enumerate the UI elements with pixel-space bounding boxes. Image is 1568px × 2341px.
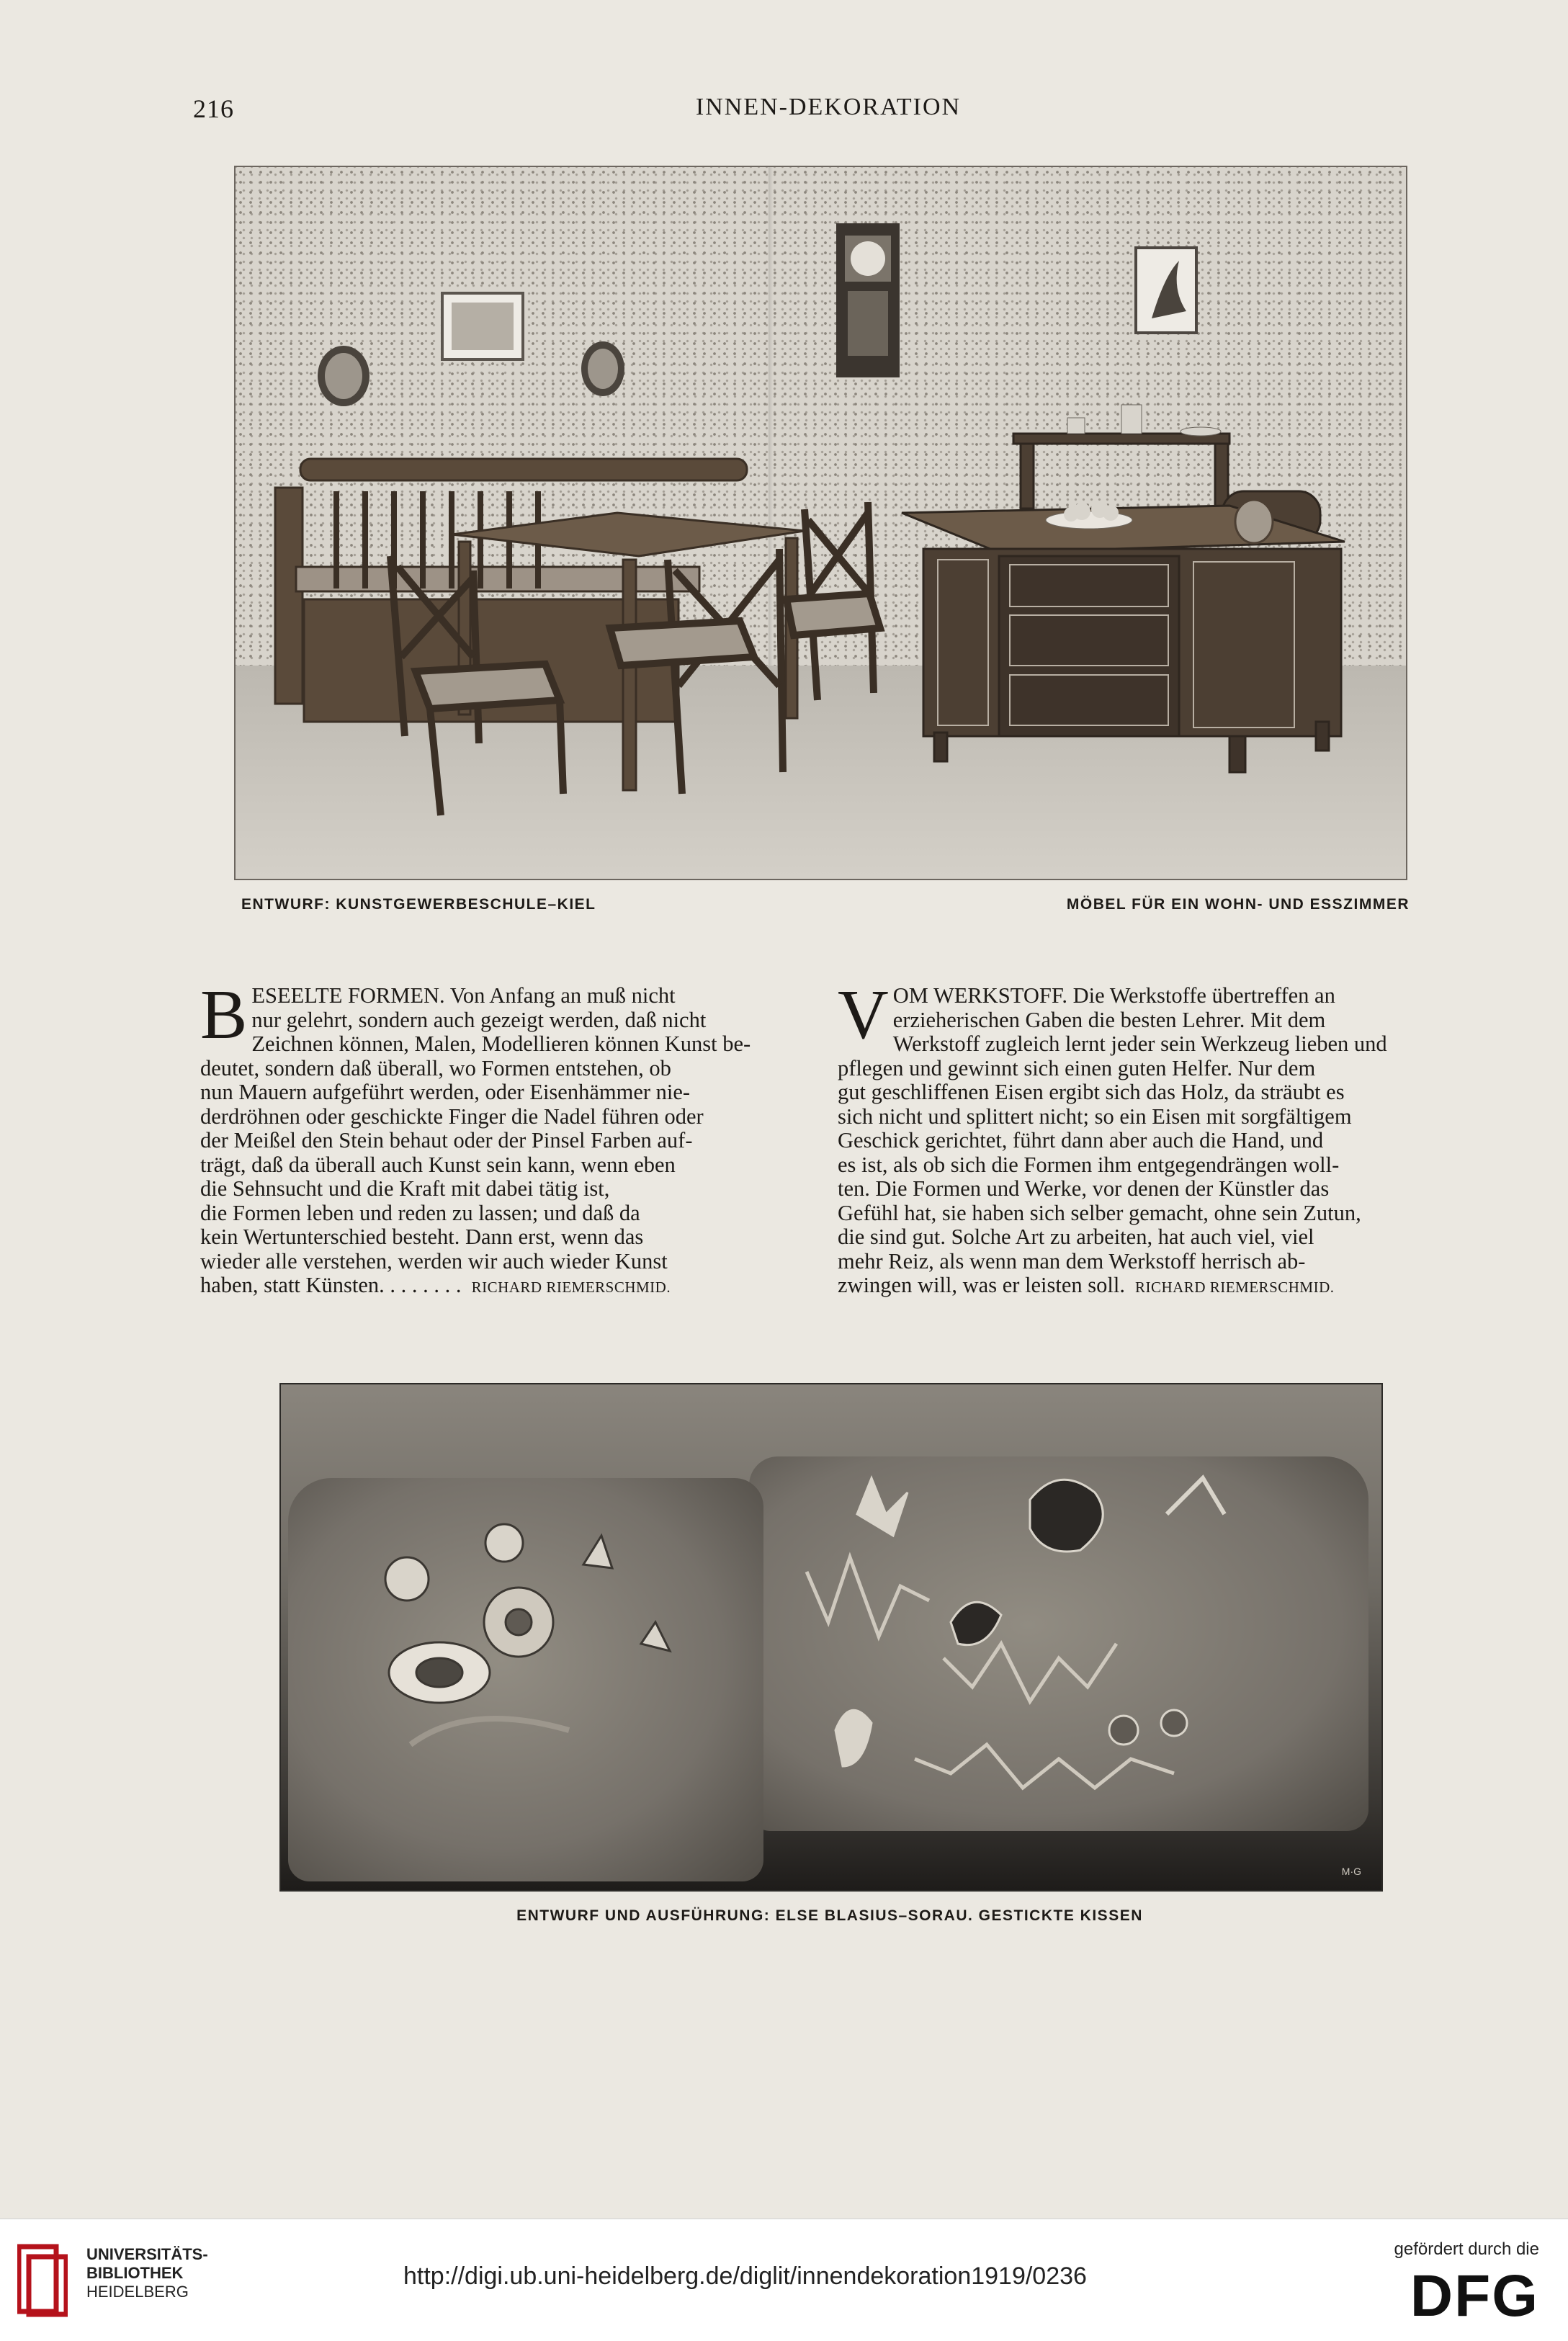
- dfg-logo: DFG: [1410, 2263, 1539, 2329]
- oval-picture-right: [581, 341, 624, 396]
- botanical-print: [1136, 248, 1196, 333]
- text-line: nur gelehrt, sondern auch gezeigt werden, daß nicht: [251, 1007, 707, 1032]
- text-line: nun Mauern aufgeführt werden, oder Eisenhämmer nie-: [200, 1080, 691, 1104]
- leaf-embroidery-right: [835, 1478, 1224, 1766]
- author-signature: RICHARD RIEMERSCHMID.: [1134, 1279, 1335, 1296]
- text-line: die Formen leben und reden zu lassen; und daß da: [200, 1200, 640, 1225]
- text-line: wieder alle verstehen, werden wir auch wieder Kunst: [200, 1248, 668, 1274]
- last-line: [838, 1274, 1456, 1300]
- top-photo-caption-right: MÖBEL FÜR EIN WOHN- UND ESSZIMMER: [1066, 896, 1410, 913]
- library-name: [86, 2245, 208, 2301]
- author-signature: RICHARD RIEMERSCHMID.: [471, 1279, 671, 1296]
- text-line: es ist, als ob sich die Formen ihm entgegendrängen woll-: [838, 1152, 1340, 1177]
- top-photo-caption-left: ENTWURF: KUNSTGEWERBESCHULE–KIEL: [241, 896, 596, 913]
- text-line: mehr Reiz, als wenn man dem Werkstoff herrisch ab-: [838, 1248, 1306, 1274]
- cushions-photo: [279, 1383, 1383, 1892]
- embroidery-motifs: [281, 1384, 1381, 1890]
- library-name-line: UNIVERSITÄTS-: [86, 2245, 208, 2263]
- sideboard: [902, 434, 1345, 772]
- text-line: die Sehnsucht und die Kraft mit dabei tätig ist,: [200, 1176, 610, 1201]
- drop-cap: V: [838, 976, 889, 1054]
- text-line: Werkstoff zugleich lernt jeder sein Werkzeug lieben und: [892, 1031, 1387, 1056]
- text-line: gut geschliffenen Eisen ergibt sich das Holz, da sträubt es: [838, 1080, 1345, 1104]
- text-line: derdröhnen oder geschickte Finger die Nadel führen oder: [200, 1104, 704, 1129]
- text-line: erzieherischen Gaben die besten Lehrer. Mit dem: [892, 1007, 1326, 1032]
- text-line: sich nicht und splittert nicht; so ein Eisen mit sorgfältigem: [838, 1104, 1352, 1129]
- text-line: Geschick gerichtet, führt dann aber auch die Hand, und: [838, 1128, 1324, 1152]
- last-line: [200, 1274, 816, 1300]
- text-line: haben, statt Künsten. . . . . . . .: [200, 1273, 462, 1297]
- library-name-line: BIBLIOTHEK: [86, 2264, 184, 2282]
- text-line: deutet, sondern daß überall, wo Formen entstehen, ob: [200, 1055, 671, 1080]
- bottom-photo-caption: ENTWURF UND AUSFÜHRUNG: ELSE BLASIUS–SORAU. GESTICKTE KISSEN: [516, 1907, 1143, 1924]
- wall-clock: [836, 223, 900, 377]
- article-beseelte-formen: [200, 976, 816, 1344]
- photographer-mark: M·G: [1341, 1866, 1361, 1877]
- article-vom-werkstoff: [838, 976, 1456, 1344]
- text-line: der Meißel den Stein behaut oder der Pinsel Farben auf-: [200, 1128, 693, 1152]
- text-line: pflegen und gewinnt sich einen guten Helfer. Nur dem: [838, 1055, 1316, 1080]
- text-line: OM WERKSTOFF. Die Werkstoffe übertreffen an: [892, 983, 1335, 1008]
- text-line: Gefühl hat, sie haben sich selber gemacht, ohne sein Zutun,: [838, 1200, 1361, 1225]
- text-line: trägt, daß da überall auch Kunst sein kann, wenn eben: [200, 1152, 676, 1177]
- text-line: ESEELTE FORMEN. Von Anfang an muß nicht: [251, 983, 676, 1008]
- permalink-url[interactable]: http://digi.ub.uni-heidelberg.de/diglit/innendekoration1919/0236: [403, 2262, 1087, 2290]
- drop-cap: B: [200, 976, 248, 1054]
- digitization-footer: [0, 2219, 1568, 2341]
- funding-label: gefördert durch die: [1394, 2239, 1539, 2259]
- text-line: die sind gut. Solche Art zu arbeiten, hat auch viel, viel: [838, 1225, 1314, 1249]
- furniture-photo: [234, 166, 1407, 880]
- text-line: kein Wertunterschied besteht. Dann erst, wenn das: [200, 1225, 644, 1249]
- page-number: 216: [193, 94, 234, 123]
- framed-picture: [442, 293, 523, 359]
- journal-title: INNEN-DEKORATION: [695, 94, 962, 120]
- oval-picture-left: [318, 346, 369, 406]
- library-name-line: HEIDELBERG: [86, 2283, 189, 2301]
- text-line: ten. Die Formen und Werke, vor denen der Künstler das: [838, 1176, 1330, 1201]
- floral-embroidery-left: [385, 1524, 670, 1745]
- text-line: zwingen will, was er leisten soll.: [838, 1273, 1125, 1297]
- university-library-logo-icon: [17, 2241, 68, 2320]
- furniture-illustration: [236, 167, 1406, 879]
- text-line: Zeichnen können, Malen, Modellieren können Kunst be-: [251, 1031, 751, 1056]
